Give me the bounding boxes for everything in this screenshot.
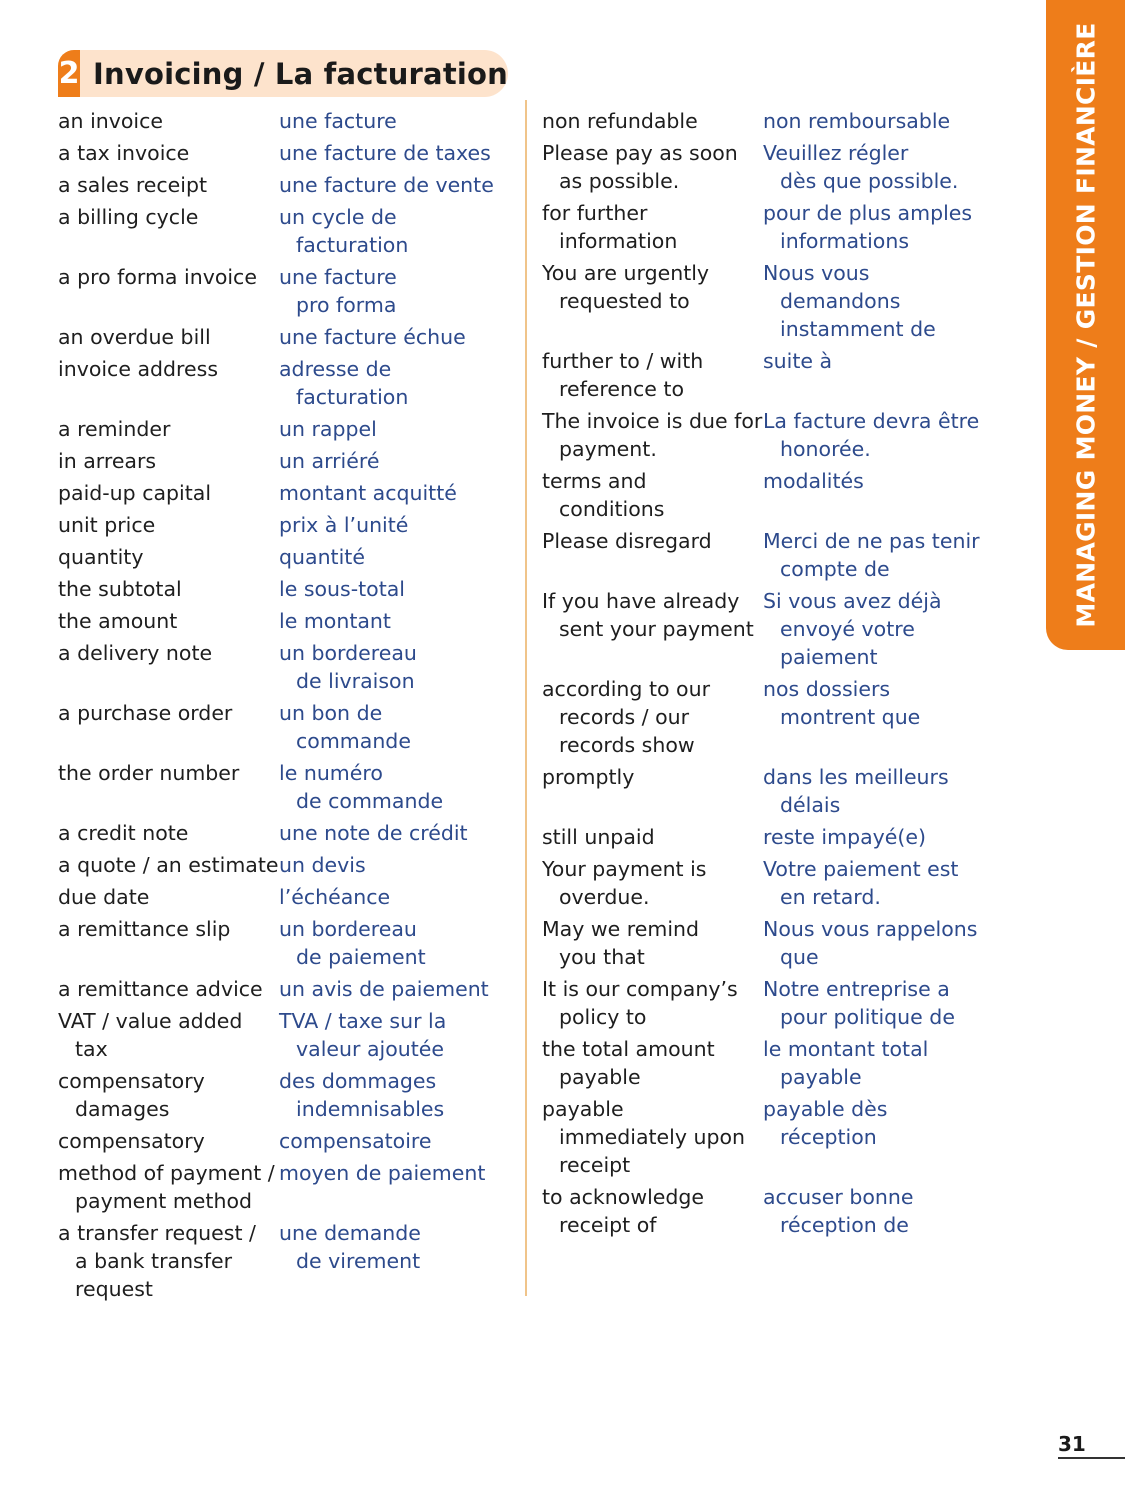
french-term-line: l’échéance — [279, 885, 391, 909]
english-term-line: the order number — [58, 761, 240, 785]
vocab-entry — [542, 915, 1012, 971]
english-term-line: a sales receipt — [58, 173, 208, 197]
english-term — [542, 467, 763, 523]
french-term — [763, 855, 1012, 911]
french-term-line: moyen de paiement — [279, 1161, 486, 1185]
french-term-line: La facture devra être — [763, 409, 980, 433]
vocab-entry — [58, 759, 518, 815]
section-header — [58, 50, 508, 97]
french-term — [763, 467, 1012, 523]
vocab-entry — [58, 511, 518, 539]
english-term — [58, 975, 279, 1003]
vocab-entry — [542, 199, 1012, 255]
french-term-line: paiement — [780, 645, 878, 669]
english-term-line: a remittance advice — [58, 977, 263, 1001]
english-term — [58, 171, 279, 199]
english-term-line: a reminder — [58, 417, 171, 441]
english-term-line: records / our — [559, 705, 690, 729]
vocab-entry — [58, 263, 518, 319]
english-term — [58, 543, 279, 571]
english-term-line: unit price — [58, 513, 156, 537]
english-term — [542, 139, 763, 195]
english-term-line: Please disregard — [542, 529, 712, 553]
vocab-entry — [58, 139, 518, 167]
english-term-line: information — [559, 229, 678, 253]
french-term-line: une facture de vente — [279, 173, 494, 197]
vocab-entry — [58, 975, 518, 1003]
english-term — [542, 587, 763, 671]
french-term — [279, 1127, 518, 1155]
french-term-line: envoyé votre — [780, 617, 915, 641]
french-term — [763, 975, 1012, 1031]
french-term-line: nos dossiers — [763, 677, 891, 701]
vocab-entry — [542, 1035, 1012, 1091]
english-term — [542, 1095, 763, 1179]
vocab-entry — [58, 479, 518, 507]
english-term-line: a tax invoice — [58, 141, 190, 165]
english-term-line: in arrears — [58, 449, 157, 473]
english-term — [58, 203, 279, 259]
vocab-entry — [542, 107, 1012, 135]
english-term-line: for further — [542, 201, 648, 225]
right-vocab-column — [542, 107, 1012, 1243]
english-term-line: the amount — [58, 609, 178, 633]
french-term-line: suite à — [763, 349, 833, 373]
french-term-line: de paiement — [296, 945, 426, 969]
french-term-line: quantité — [279, 545, 365, 569]
french-term — [279, 543, 518, 571]
french-term-line: payable dès — [763, 1097, 888, 1121]
english-term-line: payment method — [75, 1189, 253, 1213]
vocab-entry — [58, 819, 518, 847]
english-term — [542, 675, 763, 759]
french-term — [279, 639, 518, 695]
page-number-rule — [1058, 1457, 1125, 1459]
french-term-line: instamment de — [780, 317, 936, 341]
english-term-line: a billing cycle — [58, 205, 199, 229]
english-term-line: policy to — [559, 1005, 647, 1029]
french-term-line: un bordereau — [279, 917, 417, 941]
english-term-line: payable — [542, 1097, 624, 1121]
vocab-entry — [58, 203, 518, 259]
english-term — [58, 263, 279, 319]
english-term-line: non refundable — [542, 109, 698, 133]
french-term-line: valeur ajoutée — [296, 1037, 444, 1061]
french-term — [279, 263, 518, 319]
vocab-entry — [542, 1095, 1012, 1179]
french-term-line: le numéro — [279, 761, 383, 785]
french-term-line: en retard. — [780, 885, 881, 909]
english-term-line: immediately upon — [559, 1125, 746, 1149]
english-term — [542, 527, 763, 583]
french-term — [279, 107, 518, 135]
french-term — [279, 607, 518, 635]
section-number-badge: 2 — [58, 50, 80, 97]
french-term — [279, 975, 518, 1003]
french-term-line: prix à l’unité — [279, 513, 409, 537]
english-term-line: invoice address — [58, 357, 218, 381]
vocab-entry — [58, 575, 518, 603]
french-term-line: une demande — [279, 1221, 421, 1245]
french-term-line: pour de plus amples — [763, 201, 973, 225]
french-term-line: de commande — [296, 789, 444, 813]
french-term-line: une facture de taxes — [279, 141, 491, 165]
english-term — [58, 447, 279, 475]
vocab-entry — [58, 447, 518, 475]
vocab-entry — [58, 883, 518, 911]
english-term-line: a remittance slip — [58, 917, 231, 941]
english-term — [542, 823, 763, 851]
french-term — [279, 1067, 518, 1123]
vocab-entry — [58, 1007, 518, 1063]
french-term — [763, 199, 1012, 255]
french-term-line: réception de — [780, 1213, 909, 1237]
english-term-line: compensatory — [58, 1069, 205, 1093]
vocab-entry — [542, 975, 1012, 1031]
vocab-entry — [542, 1183, 1012, 1239]
vocab-entry — [542, 467, 1012, 523]
english-term — [542, 407, 763, 463]
french-term — [279, 171, 518, 199]
english-term-line: payment. — [559, 437, 657, 461]
vocab-entry — [58, 355, 518, 411]
french-term-line: une facture — [279, 109, 397, 133]
french-term — [279, 323, 518, 351]
english-term-line: further to / with — [542, 349, 704, 373]
english-term — [58, 139, 279, 167]
french-term — [763, 823, 1012, 851]
french-term-line: reste impayé(e) — [763, 825, 927, 849]
english-term-line: Please pay as soon — [542, 141, 738, 165]
english-term-line: VAT / value added — [58, 1009, 243, 1033]
english-term-line: request — [75, 1277, 153, 1301]
english-term-line: promptly — [542, 765, 635, 789]
english-term — [58, 1007, 279, 1063]
vocab-entry — [58, 323, 518, 351]
english-term-line: You are urgently — [542, 261, 710, 285]
english-term-line: a credit note — [58, 821, 189, 845]
section-title: Invoicing / La facturation — [93, 56, 508, 91]
english-term-line: due date — [58, 885, 150, 909]
english-term — [542, 975, 763, 1031]
french-term-line: montant acquitté — [279, 481, 457, 505]
french-term-line: Votre paiement est — [763, 857, 959, 881]
vocab-entry — [542, 347, 1012, 403]
english-term — [542, 1035, 763, 1091]
french-term — [279, 355, 518, 411]
english-term — [58, 107, 279, 135]
french-term-line: un bon de — [279, 701, 383, 725]
french-term — [279, 511, 518, 539]
french-term — [279, 1159, 518, 1215]
french-term-line: une facture — [279, 265, 397, 289]
english-term-line: receipt — [559, 1153, 631, 1177]
vocab-entry — [542, 823, 1012, 851]
french-term-line: modalités — [763, 469, 864, 493]
french-term-line: un cycle de — [279, 205, 397, 229]
french-term — [763, 139, 1012, 195]
french-term — [279, 1219, 518, 1303]
english-term — [58, 1067, 279, 1123]
english-term-line: quantity — [58, 545, 144, 569]
french-term — [279, 447, 518, 475]
english-term-line: an overdue bill — [58, 325, 211, 349]
french-term-line: compensatoire — [279, 1129, 432, 1153]
french-term-line: pour politique de — [780, 1005, 955, 1029]
french-term-line: non remboursable — [763, 109, 951, 133]
vocab-entry — [542, 527, 1012, 583]
english-term-line: still unpaid — [542, 825, 655, 849]
french-term — [763, 1095, 1012, 1179]
vocab-entry — [542, 855, 1012, 911]
french-term — [279, 479, 518, 507]
english-term-line: overdue. — [559, 885, 650, 909]
english-term-line: payable — [559, 1065, 641, 1089]
french-term-line: montrent que — [780, 705, 921, 729]
french-term-line: un rappel — [279, 417, 377, 441]
french-term — [763, 587, 1012, 671]
english-term — [58, 639, 279, 695]
french-term-line: une facture échue — [279, 325, 466, 349]
french-term — [279, 1007, 518, 1063]
french-term — [279, 139, 518, 167]
english-term-line: conditions — [559, 497, 665, 521]
french-term-line: Si vous avez déjà — [763, 589, 942, 613]
english-term-line: as possible. — [559, 169, 680, 193]
french-term — [279, 575, 518, 603]
french-term-line: indemnisables — [296, 1097, 445, 1121]
french-term-line: adresse de — [279, 357, 392, 381]
french-term-line: Nous vous — [763, 261, 870, 285]
vocab-entry — [58, 107, 518, 135]
english-term-line: a delivery note — [58, 641, 213, 665]
english-term — [58, 851, 279, 879]
english-term-line: damages — [75, 1097, 170, 1121]
english-term-line: a bank transfer — [75, 1249, 232, 1273]
vocab-entry — [542, 407, 1012, 463]
vocab-entry — [58, 915, 518, 971]
french-term — [279, 819, 518, 847]
english-term — [58, 1219, 279, 1303]
vocab-entry — [58, 699, 518, 755]
french-term-line: facturation — [296, 233, 409, 257]
french-term — [279, 883, 518, 911]
french-term-line: commande — [296, 729, 411, 753]
french-term-line: le sous-total — [279, 577, 405, 601]
vocab-entry — [58, 1127, 518, 1155]
english-term — [58, 819, 279, 847]
french-term — [763, 763, 1012, 819]
english-term-line: to acknowledge — [542, 1185, 705, 1209]
english-term-line: method of payment / — [58, 1161, 275, 1185]
english-term — [58, 323, 279, 351]
french-term-line: un avis de paiement — [279, 977, 489, 1001]
english-term — [542, 107, 763, 135]
french-term — [763, 1035, 1012, 1091]
vocab-entry — [58, 607, 518, 635]
french-term-line: de virement — [296, 1249, 421, 1273]
french-term — [763, 259, 1012, 343]
english-term — [58, 915, 279, 971]
french-term-line: honorée. — [780, 437, 871, 461]
vocab-entry — [542, 675, 1012, 759]
french-term-line: Notre entreprise a — [763, 977, 950, 1001]
english-term — [58, 575, 279, 603]
french-term — [279, 699, 518, 755]
english-term-line: If you have already — [542, 589, 740, 613]
english-term-line: a purchase order — [58, 701, 233, 725]
english-term — [58, 699, 279, 755]
english-term-line: an invoice — [58, 109, 164, 133]
french-term-line: que — [780, 945, 819, 969]
english-term-line: sent your payment — [559, 617, 754, 641]
english-term — [58, 355, 279, 411]
english-term — [542, 763, 763, 819]
french-term — [763, 1183, 1012, 1239]
french-term — [763, 915, 1012, 971]
french-term-line: facturation — [296, 385, 409, 409]
french-term-line: informations — [780, 229, 909, 253]
vocab-entry — [58, 1219, 518, 1303]
english-term — [542, 915, 763, 971]
french-term — [279, 203, 518, 259]
english-term — [58, 759, 279, 815]
english-term-line: It is our company’s — [542, 977, 738, 1001]
english-term — [58, 607, 279, 635]
english-term — [542, 199, 763, 255]
vocab-entry — [58, 171, 518, 199]
french-term-line: de livraison — [296, 669, 415, 693]
english-term-line: requested to — [559, 289, 690, 313]
english-term-line: The invoice is due for — [542, 409, 763, 433]
english-term — [58, 1159, 279, 1215]
english-term-line: tax — [75, 1037, 108, 1061]
french-term — [279, 759, 518, 815]
french-term-line: pro forma — [296, 293, 397, 317]
french-term — [279, 915, 518, 971]
french-term — [279, 415, 518, 443]
french-term-line: Veuillez régler — [763, 141, 909, 165]
page-number: 31 — [1058, 1432, 1086, 1456]
vocab-entry — [542, 587, 1012, 671]
french-term-line: un devis — [279, 853, 366, 877]
english-term — [58, 883, 279, 911]
french-term-line: le montant — [279, 609, 391, 633]
english-term-line: a transfer request / — [58, 1221, 256, 1245]
vocab-entry — [542, 139, 1012, 195]
english-term-line: receipt of — [559, 1213, 657, 1237]
vocab-entry — [58, 1067, 518, 1123]
vocab-entry — [58, 639, 518, 695]
english-term-line: terms and — [542, 469, 647, 493]
french-term — [763, 347, 1012, 403]
english-term-line: the subtotal — [58, 577, 182, 601]
english-term — [58, 511, 279, 539]
vocab-entry — [58, 415, 518, 443]
vocab-entry — [58, 543, 518, 571]
french-term-line: réception — [780, 1125, 877, 1149]
english-term — [542, 1183, 763, 1239]
french-term-line: payable — [780, 1065, 862, 1089]
english-term-line: paid-up capital — [58, 481, 212, 505]
column-divider — [525, 100, 527, 1296]
french-term-line: des dommages — [279, 1069, 437, 1093]
vocab-entry — [58, 1159, 518, 1215]
english-term — [58, 415, 279, 443]
english-term-line: a pro forma invoice — [58, 265, 257, 289]
french-term-line: un bordereau — [279, 641, 417, 665]
chapter-tab-label: MANAGING MONEY / GESTION FINANCIÈRE — [1071, 22, 1100, 628]
english-term — [542, 259, 763, 343]
chapter-side-tab — [1046, 0, 1125, 650]
left-vocab-column — [58, 107, 518, 1307]
english-term-line: records show — [559, 733, 695, 757]
english-term-line: May we remind — [542, 917, 700, 941]
french-term-line: accuser bonne — [763, 1185, 914, 1209]
english-term-line: you that — [559, 945, 645, 969]
vocab-entry — [542, 763, 1012, 819]
english-term-line: reference to — [559, 377, 684, 401]
french-term — [279, 851, 518, 879]
french-term-line: TVA / taxe sur la — [279, 1009, 447, 1033]
english-term-line: according to our — [542, 677, 711, 701]
english-term — [58, 479, 279, 507]
english-term-line: compensatory — [58, 1129, 205, 1153]
french-term-line: Merci de ne pas tenir — [763, 529, 980, 553]
french-term — [763, 675, 1012, 759]
french-term — [763, 407, 1012, 463]
vocab-entry — [542, 259, 1012, 343]
french-term-line: dès que possible. — [780, 169, 959, 193]
french-term-line: le montant total — [763, 1037, 929, 1061]
french-term-line: dans les meilleurs — [763, 765, 949, 789]
french-term — [763, 107, 1012, 135]
french-term-line: demandons — [780, 289, 901, 313]
english-term — [542, 855, 763, 911]
french-term — [763, 527, 1012, 583]
english-term-line: the total amount — [542, 1037, 715, 1061]
english-term — [542, 347, 763, 403]
french-term-line: une note de crédit — [279, 821, 468, 845]
vocab-entry — [58, 851, 518, 879]
french-term-line: compte de — [780, 557, 890, 581]
english-term — [58, 1127, 279, 1155]
french-term-line: Nous vous rappelons — [763, 917, 978, 941]
english-term-line: Your payment is — [542, 857, 707, 881]
english-term-line: a quote / an estimate — [58, 853, 279, 877]
french-term-line: délais — [780, 793, 841, 817]
french-term-line: un arriéré — [279, 449, 380, 473]
